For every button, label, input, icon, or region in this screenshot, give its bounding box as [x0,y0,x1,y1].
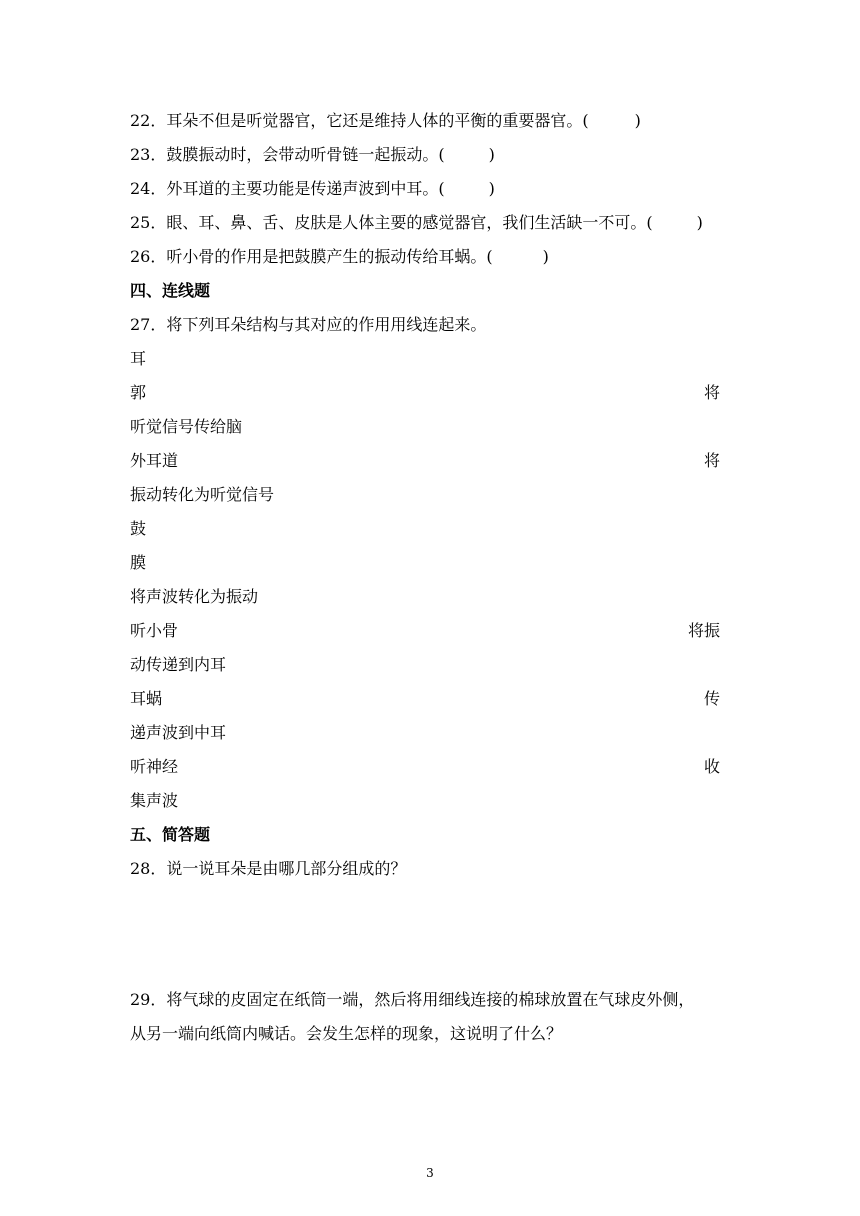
match-line: 动传递到内耳 [130,655,227,674]
question-text: 26．听小骨的作用是把鼓膜产生的振动传给耳蜗。( [130,247,493,266]
match-line: 郭 将 [130,383,720,402]
question-text: 23．鼓膜振动时，会带动听骨链一起振动。( [130,145,445,164]
match-line: 耳 [130,349,147,368]
section-title: 五、简答题 [130,825,211,844]
question-text: 25．眼、耳、鼻、舌、皮肤是人体主要的感觉器官，我们生活缺一不可。( [130,213,653,232]
match-line: 耳蜗 传 [130,689,720,708]
question-22 [130,111,720,131]
close-paren: ) [542,247,549,266]
match-line: 鼓 [130,519,147,538]
page-number: 3 [426,1166,434,1180]
match-line: 膜 [130,553,147,572]
question-28: 28．说一说耳朵是由哪几部分组成的？ [130,859,407,878]
question-29-line-2: 从另一端向纸筒内喊话。会发生怎样的现象，这说明了什么？ [130,1024,563,1043]
match-line: 将声波转化为振动 [130,587,259,606]
close-paren: ) [696,213,703,232]
question-26 [130,247,720,267]
match-line: 递声波到中耳 [130,723,227,742]
match-line: 振动转化为听觉信号 [130,485,275,504]
close-paren: ) [488,145,495,164]
question-27: 27．将下列耳朵结构与其对应的作用用线连起来。 [130,315,487,334]
match-line: 听小骨 将振 [130,621,720,640]
close-paren: ) [488,179,495,198]
section-title: 四、连线题 [130,281,211,300]
question-25 [130,213,720,233]
match-line: 外耳道 将 [130,451,720,470]
question-text: 22．耳朵不但是听觉器官，它还是维持人体的平衡的重要器官。( [130,111,589,130]
match-line: 听觉信号传给脑 [130,417,243,436]
question-23 [130,145,720,165]
close-paren: ) [634,111,641,130]
question-29-line-1: 29．将气球的皮固定在纸筒一端，然后将用细线连接的棉球放置在气球皮外侧， [130,990,695,1009]
match-line: 集声波 [130,791,179,810]
question-24 [130,179,720,199]
match-line: 听神经 收 [130,757,720,776]
question-text: 24．外耳道的主要功能是传递声波到中耳。( [130,179,445,198]
